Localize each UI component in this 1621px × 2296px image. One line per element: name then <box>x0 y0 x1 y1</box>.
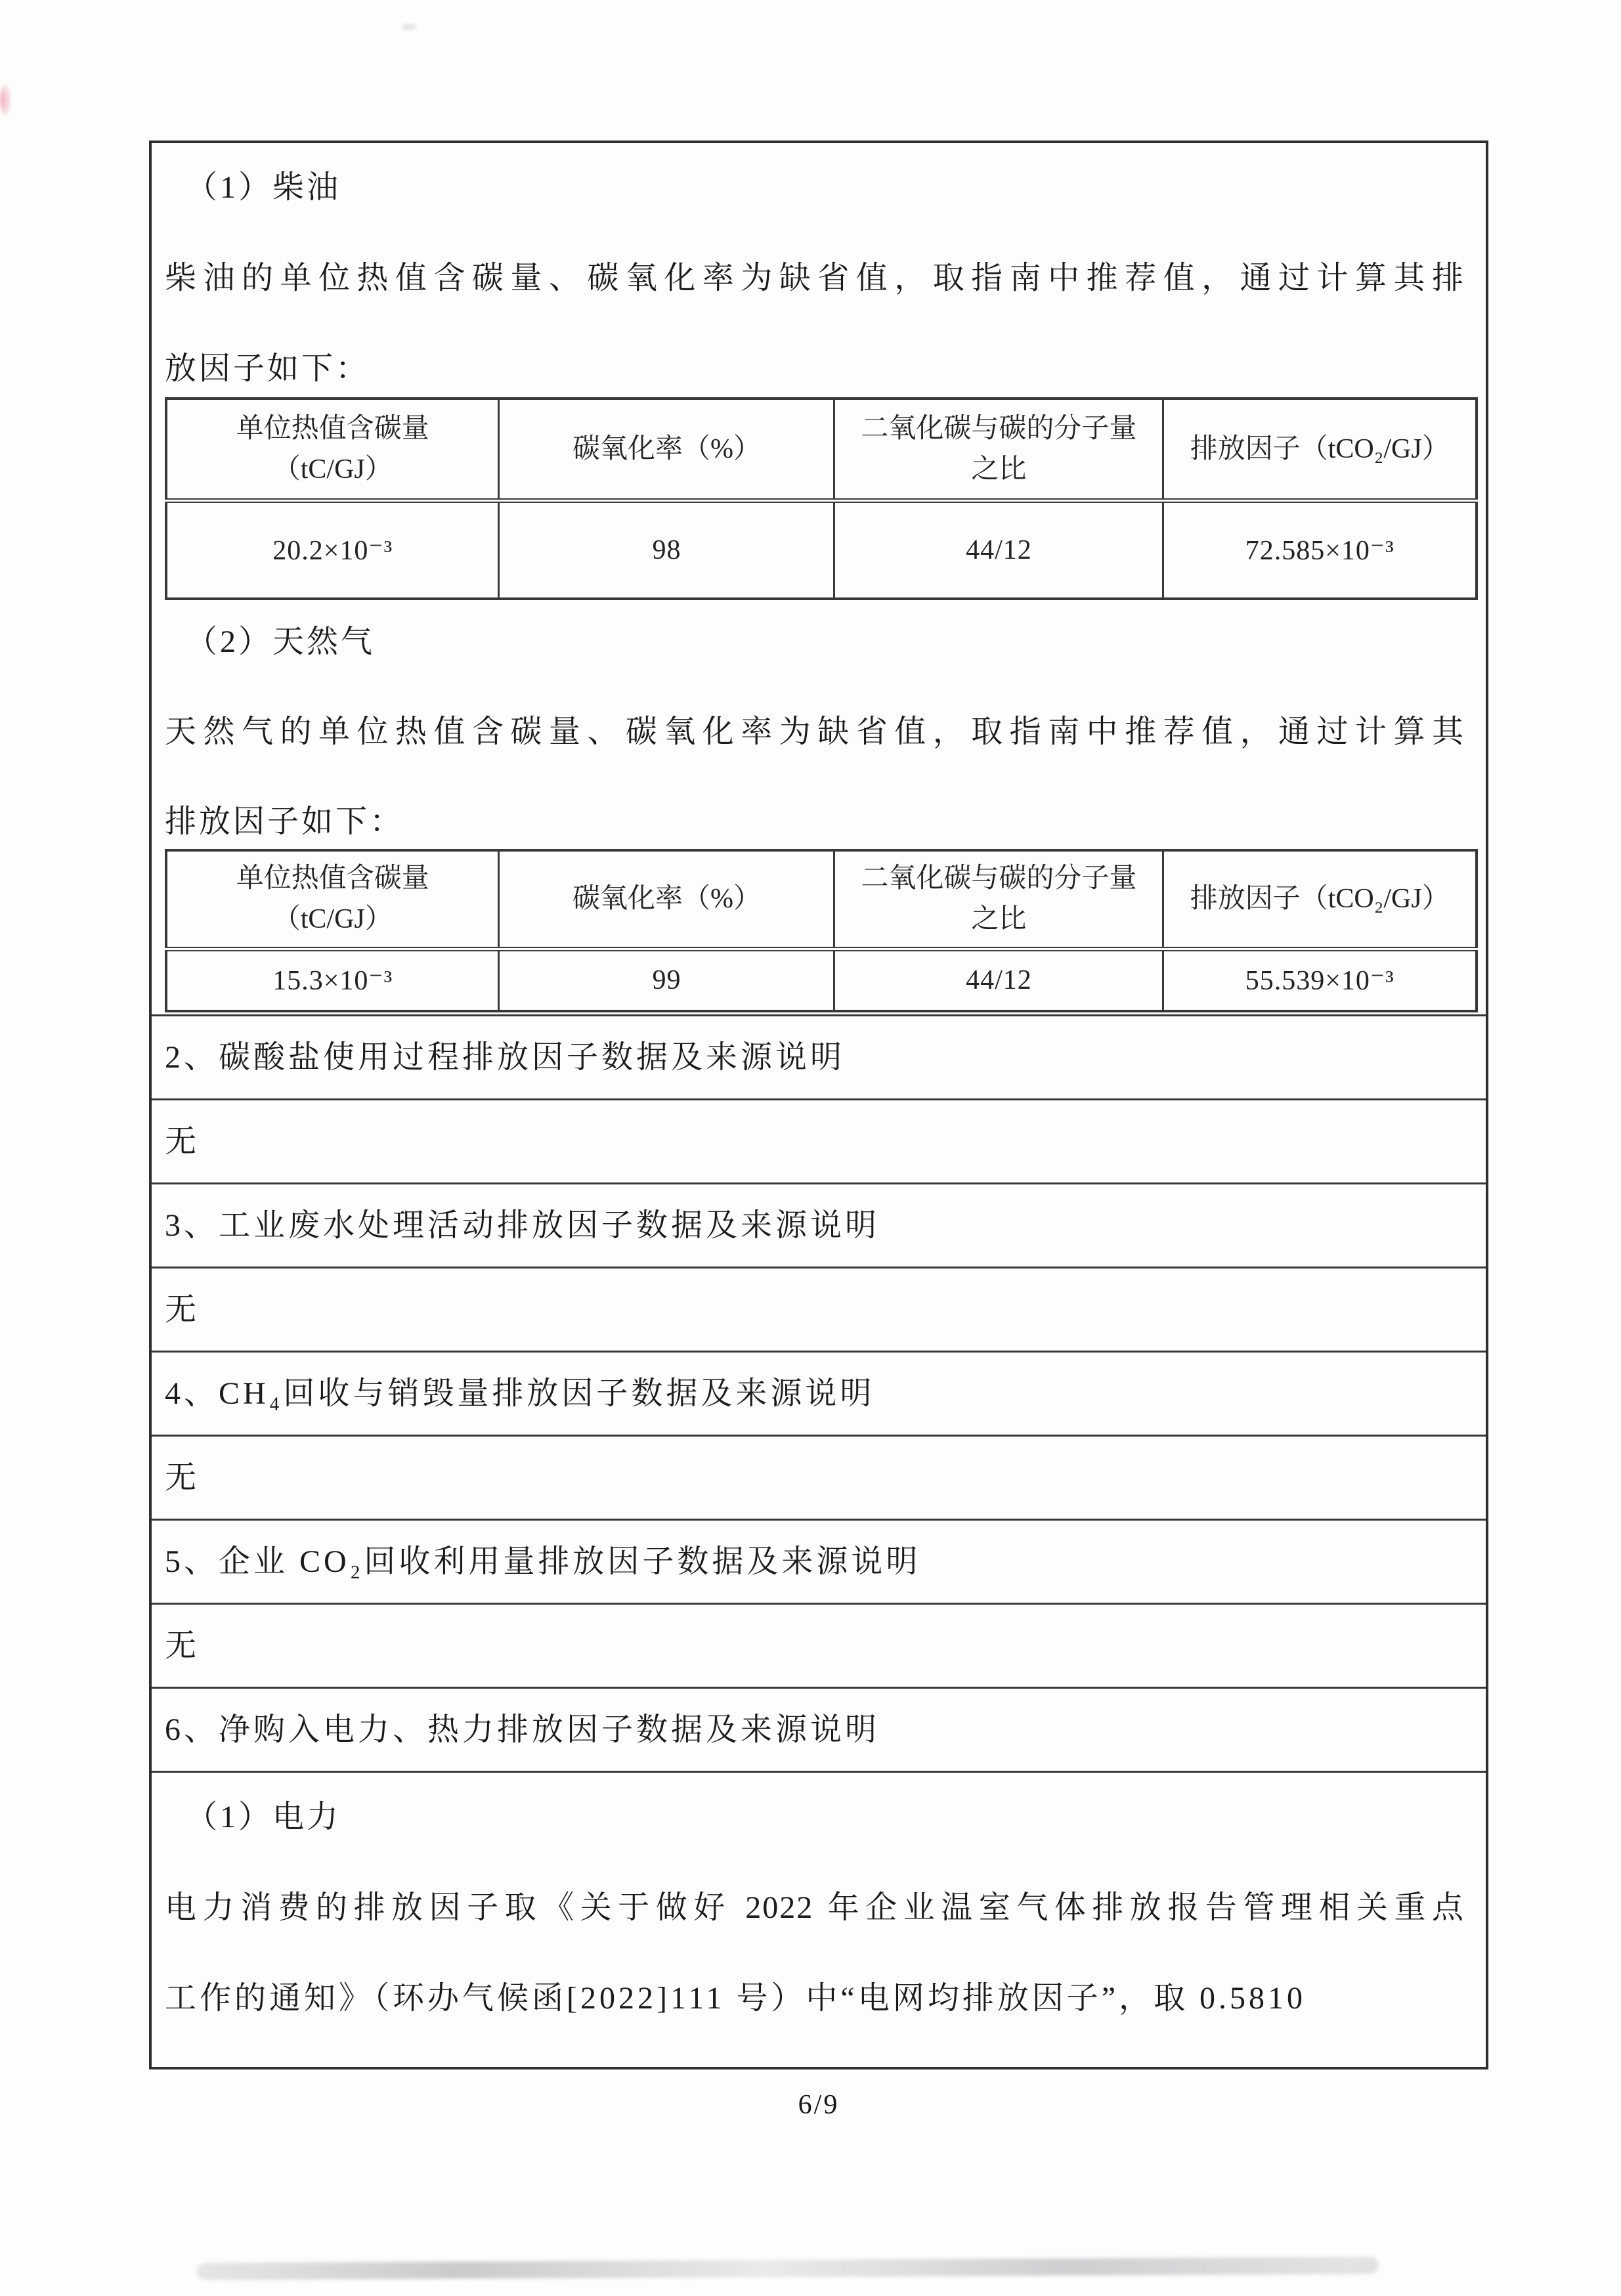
header-line: 二氧化碳与碳的分子量 <box>861 863 1137 894</box>
scan-pink-smudge-artifact <box>0 84 11 116</box>
electricity-paragraph-line1: 电力消费的排放因子取《关于做好 2022 年企业温室气体排放报告管理相关重点 <box>165 1890 1465 1925</box>
content-block <box>149 141 1488 2069</box>
col-header-heat-carbon-content <box>166 399 499 500</box>
header-line: 之比 <box>971 904 1027 935</box>
section-6-purchased-power-heading: 6、净购入电力、热力排放因子数据及来源说明 <box>152 1689 1486 1773</box>
diesel-heading: （1）柴油 <box>186 170 341 205</box>
gas-emission-factor: 55.539×10⁻³ <box>1163 949 1477 1011</box>
section-2-carbonate-value: 无 <box>152 1100 1486 1184</box>
header-line: 之比 <box>971 454 1027 485</box>
section-4-ch4-recovery-heading: 4、CH₄回收与销毁量排放因子数据及来源说明 <box>152 1353 1486 1437</box>
diesel-oxidation-rate: 98 <box>499 500 834 599</box>
diesel-emission-factor: 72.585×10⁻³ <box>1163 500 1477 599</box>
section-fuel-emission-factors <box>152 143 1486 1016</box>
col-header-heat-carbon-content <box>166 850 499 949</box>
col-header-carbon-oxidation-rate: 碳氧化率（%） <box>499 850 834 949</box>
section-3-wastewater-heading: 3、工业废水处理活动排放因子数据及来源说明 <box>152 1184 1486 1268</box>
gas-oxidation-rate: 99 <box>499 949 834 1011</box>
section-5-co2-recycling-value: 无 <box>152 1605 1486 1689</box>
page-number: 6/9 <box>798 2090 840 2120</box>
diesel-data-row <box>166 500 1477 599</box>
scan-streak-artifact <box>197 2257 1379 2280</box>
col-header-carbon-oxidation-rate: 碳氧化率（%） <box>499 399 834 500</box>
header-line: （tC/GJ） <box>272 454 393 485</box>
col-header-co2-carbon-molecular-ratio <box>834 850 1163 949</box>
section-6-electricity-body <box>152 1773 1486 2067</box>
gas-heat-carbon-content: 15.3×10⁻³ <box>166 949 499 1011</box>
scan-dot-artifact <box>402 24 416 30</box>
natural-gas-data-row <box>166 949 1477 1011</box>
header-line: 单位热值含碳量 <box>236 863 429 894</box>
electricity-paragraph-line2: 工作的通知》（环办气候函[2022]111 号）中“电网均排放因子”，取 0.5810 <box>165 1981 1307 2016</box>
natural-gas-paragraph-line1: 天然气的单位热值含碳量、碳氧化率为缺省值，取指南中推荐值，通过计算其 <box>165 714 1465 749</box>
natural-gas-heading: （2）天然气 <box>186 624 376 659</box>
diesel-emission-factor-table <box>165 397 1478 600</box>
gas-molecular-ratio: 44/12 <box>834 949 1163 1011</box>
diesel-paragraph-line2: 放因子如下： <box>165 351 370 386</box>
header-line: 单位热值含碳量 <box>236 413 429 444</box>
table-header-row <box>166 850 1477 949</box>
diesel-paragraph-line1: 柴油的单位热值含碳量、碳氧化率为缺省值，取指南中推荐值，通过计算其排 <box>165 261 1465 295</box>
col-header-emission-factor: 排放因子（tCO₂/GJ） <box>1163 850 1477 949</box>
diesel-heat-carbon-content: 20.2×10⁻³ <box>166 500 499 599</box>
table-header-row <box>166 399 1477 500</box>
section-3-wastewater-value: 无 <box>152 1268 1486 1353</box>
header-line: （tC/GJ） <box>272 904 393 935</box>
natural-gas-paragraph-line2: 排放因子如下： <box>165 804 404 839</box>
col-header-co2-carbon-molecular-ratio <box>834 399 1163 500</box>
col-header-emission-factor: 排放因子（tCO₂/GJ） <box>1163 399 1477 500</box>
electricity-sub-heading: （1）电力 <box>186 1800 341 1834</box>
header-line: 二氧化碳与碳的分子量 <box>861 413 1137 444</box>
section-4-ch4-recovery-value: 无 <box>152 1437 1486 1521</box>
diesel-molecular-ratio: 44/12 <box>834 500 1163 599</box>
section-5-co2-recycling-heading: 5、企业 CO₂回收利用量排放因子数据及来源说明 <box>152 1521 1486 1605</box>
section-2-carbonate-heading: 2、碳酸盐使用过程排放因子数据及来源说明 <box>152 1016 1486 1100</box>
natural-gas-emission-factor-table <box>165 849 1478 1012</box>
